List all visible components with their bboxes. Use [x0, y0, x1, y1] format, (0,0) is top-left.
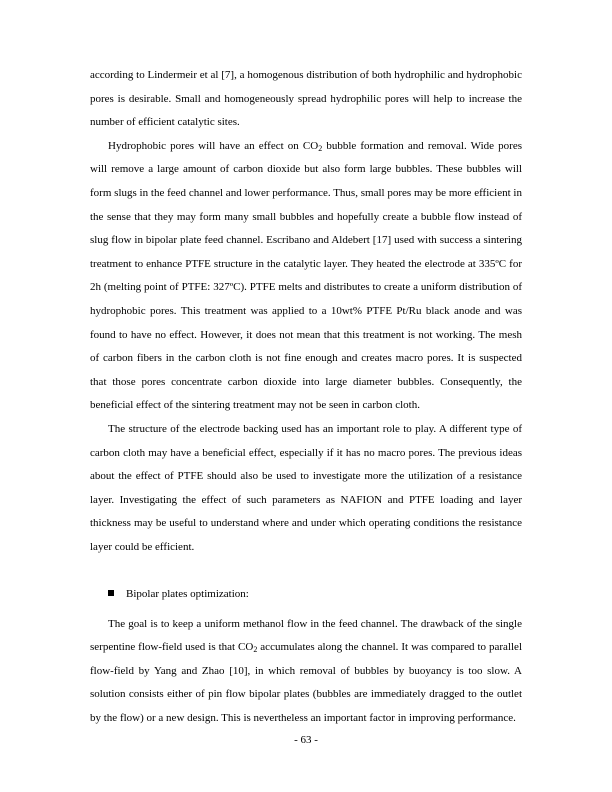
spacer — [90, 559, 522, 583]
paragraph-hydrophobic-pores — [90, 135, 522, 418]
paragraph-electrode-backing: The structure of the electrode backing used has an important role to play. A different type of carbon cloth may have a beneficial effect, especially if it has no macro pores. The previous ideas about the effect of PTFE should also be used to investigate more the utilization of a resistance layer. Investigating the effect of such parameters as NAFION and PTFE loading and layer thickness may be useful to understand where and under which operating conditions the resistance layer could be efficient. — [90, 422, 522, 553]
paragraph-bipolar-plates — [90, 613, 522, 731]
text-run: bubble formation and removal. Wide pores will remove a large amount of carbon dioxide but also form large bubbles. These bubbles will form slugs in the feed channel and lower performance. Thus, small pores may be more efficient in the sense that they may form many small bubbles and hopefully create a bubble flow instead of slug flow in bipolar plate feed channel. Escribano and Aldebert [17] used with success a sintering treatment to enhance PTFE structure in the catalytic layer. They heated the electrode at 335ºC for 2h (melting point of PTFE: 327ºC). PTFE melts and distributes to create a uniform distribution of hydrophobic pores. This treatment was applied to a 10wt% PTFE Pt/Ru black anode and was found to have no effect. However, it does not mean that this treatment is not working. The mesh of carbon fibers in the carbon cloth is not fine enough and creates macro pores. It is suspected that those pores concentrate carbon dioxide into large diameter bubbles. Consequently, the beneficial effect of the sintering treatment may not be seen in carbon cloth. — [90, 139, 522, 412]
text-run: The goal is to keep a uniform methanol flow in the feed channel. The drawback of the single serpentine flow-field used is that CO — [90, 617, 522, 654]
bullet-square-icon — [108, 590, 114, 596]
subscript: 2 — [318, 143, 323, 153]
text-run: Hydrophobic pores will have an effect on CO — [108, 139, 319, 152]
page-body — [90, 64, 522, 731]
bullet-item — [90, 583, 522, 607]
paragraph-pore-distribution: according to Lindermeir et al [7], a homogenous distribution of both hydrophilic and hydrophobic pores is desirable. Small and homogeneously spread hydrophilic pores will help to increase the number of efficient catalytic sites. — [90, 69, 522, 129]
subscript: 2 — [253, 645, 258, 655]
text-run: accumulates along the channel. It was compared to parallel flow-field by Yang and Zhao [10], in which removal of bubbles by buoyancy is too slow. A solution consists either of pin flow bipolar plates (bubbles are immediately dragged to the outlet by the flow) or a new design. This is nevertheless an important factor in improving performance. — [90, 641, 522, 725]
bullet-label: Bipolar plates optimization: — [126, 588, 249, 601]
page-number: - 63 - — [294, 734, 318, 746]
